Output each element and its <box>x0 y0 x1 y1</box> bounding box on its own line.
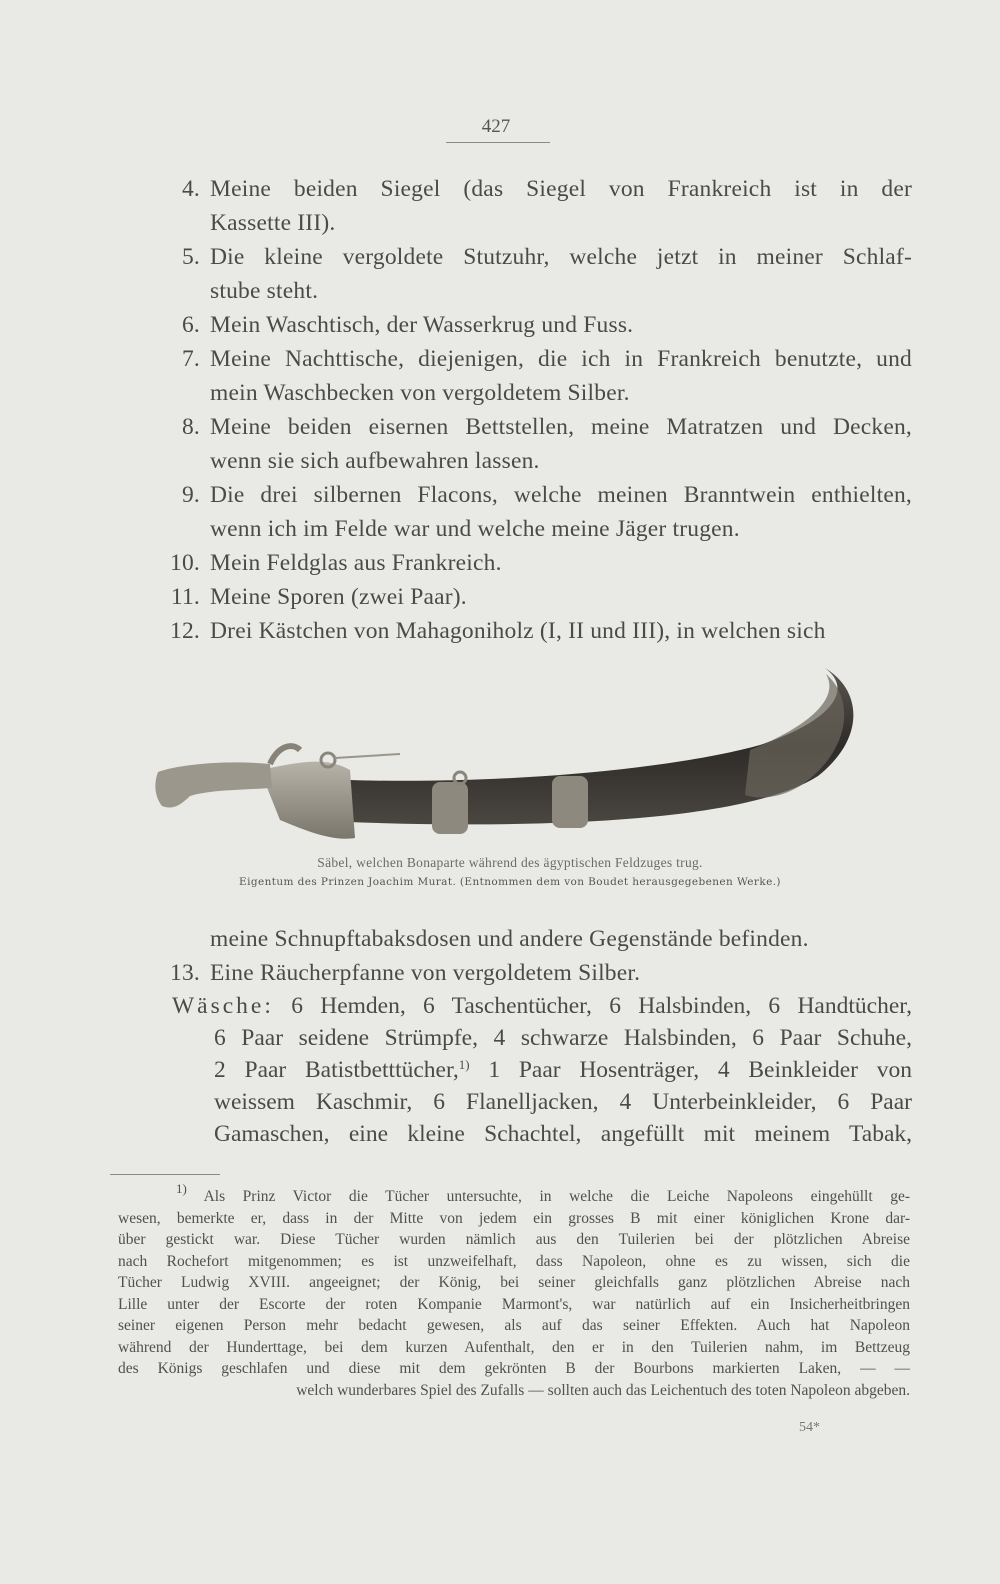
sabre-illustration <box>150 660 870 850</box>
linen-text: weissem Kaschmir, 6 Flanelljacken, 4 Unterbeinkleider, 6 Paar <box>214 1089 912 1115</box>
item-text: Mein Waschtisch, der Wasserkrug und Fuss. <box>210 312 634 338</box>
footnote-marker: 1) <box>176 1181 187 1196</box>
linen-text: 6 Paar seidene Strümpfe, 4 schwarze Halsbinden, 6 Paar Schuhe, <box>214 1025 912 1051</box>
footnote-rule <box>110 1174 220 1175</box>
page-number: 427 <box>481 116 511 137</box>
sabre-image <box>150 660 870 850</box>
footnote-text: des Königs geschlafen und diese mit dem gekrönten B der Bourbons markierten Laken, — — <box>118 1360 910 1377</box>
item-number: 5. <box>181 244 200 270</box>
item-text: wenn sie sich aufbewahren lassen. <box>210 448 540 474</box>
figure-caption: Säbel, welchen Bonaparte während des ägyptischen Feldzuges trug. <box>317 855 703 870</box>
item-number: 10. <box>170 550 200 576</box>
item-text: Drei Kästchen von Mahagoniholz (I, II und III), in welchen sich <box>210 618 826 644</box>
item-number: 8. <box>181 414 200 440</box>
linen-text: 2 Paar Batistbetttücher, <box>214 1057 459 1083</box>
item-text: Meine Nachttische, diejenigen, die ich in Frankreich benutzte, und <box>210 346 912 372</box>
list-item <box>160 478 912 546</box>
inventory-list <box>160 172 912 648</box>
footnote-text: wesen, bemerkte er, dass in der Mitte von jedem ein grosses B mit einer königlichen Krone dar- <box>118 1209 910 1227</box>
item-number: 6. <box>181 312 200 338</box>
footnote-text: während der Hunderttage, bei dem kurzen Aufenthalt, den er in den Tuilerien nahm, im Bettzeug <box>118 1338 910 1356</box>
inventory-list-continued <box>160 922 912 990</box>
item-text: Kassette III). <box>210 210 336 236</box>
linen-paragraph <box>172 990 912 1150</box>
figure-credit: Eigentum des Prinzen Joachim Murat. (Entnommen dem von Boudet herausgegebenen Werke.) <box>239 876 781 888</box>
item-number: 13. <box>170 960 200 986</box>
list-item <box>160 580 912 614</box>
item-number: 7. <box>181 346 200 372</box>
item-text: meine Schnupftabaksdosen und andere Gegenstände befinden. <box>210 926 809 952</box>
list-item <box>160 956 912 990</box>
item-text: Mein Feldglas aus Frankreich. <box>210 550 502 576</box>
signature-mark: 54* <box>799 1420 820 1435</box>
item-number: 9. <box>181 482 200 508</box>
item-text: Meine Sporen (zwei Paar). <box>210 584 467 610</box>
header-rule <box>446 142 550 143</box>
linen-text: Gamaschen, eine kleine Schachtel, angefüllt mit meinem Tabak, <box>214 1121 912 1147</box>
linen-heading: Wäsche: <box>172 993 274 1019</box>
list-item <box>160 614 912 648</box>
item-text: Meine beiden eisernen Bettstellen, meine Matratzen und Decken, <box>210 414 912 440</box>
item-text: Meine beiden Siegel (das Siegel von Frankreich ist in der <box>210 176 912 202</box>
list-item <box>160 308 912 342</box>
item-text: Die kleine vergoldete Stutzuhr, welche jetzt in meiner Schlaf- <box>210 244 912 270</box>
list-item <box>160 922 912 956</box>
footnote-text: seiner eigenen Person mehr bedacht gewesen, als auf das seiner Effekten. Auch hat Napoleon <box>118 1317 910 1334</box>
footnote-text: Als Prinz Victor die Tücher untersuchte, in welche die Leiche Napoleons eingehüllt ge- <box>203 1188 910 1205</box>
list-item <box>160 240 912 308</box>
footnote-text: über gestickt war. Diese Tücher wurden nämlich aus den Tuilerien bei der plötzlichen Abreise <box>118 1231 910 1248</box>
footnote <box>118 1181 910 1401</box>
item-text: mein Waschbecken von vergoldetem Silber. <box>210 380 630 406</box>
linen-text: 1 Paar Hosenträger, 4 Beinkleider von <box>488 1057 912 1083</box>
list-item <box>160 410 912 478</box>
item-number: 11. <box>170 584 200 610</box>
footnote-text: welch wunderbares Spiel des Zufalls — sollten auch das Leichentuch des toten Napoleon abgeben. <box>296 1381 910 1399</box>
linen-text: 6 Hemden, 6 Taschentücher, 6 Halsbinden, 6 Handtücher, <box>291 993 913 1019</box>
footnote-reference[interactable]: 1) <box>458 1057 470 1072</box>
list-item <box>160 342 912 410</box>
item-number: 4. <box>181 176 200 202</box>
item-text: wenn ich im Felde war und welche meine Jäger trugen. <box>210 516 740 542</box>
item-number: 12. <box>170 618 200 644</box>
list-item <box>160 172 912 240</box>
footnote-text: nach Rochefort mitgenommen; es ist unzweifelhaft, dass Napoleon, ohne es zu wissen, sich die <box>118 1252 910 1270</box>
item-text: Die drei silbernen Flacons, welche meinen Branntwein enthielten, <box>210 482 912 508</box>
footnote-text: Lille unter der Escorte der roten Kompanie Marmont's, war natürlich auf ein Insicherheitbringen <box>118 1295 910 1313</box>
item-text: stube steht. <box>210 278 319 304</box>
footnote-text: Tücher Ludwig XVIII. angeeignet; der König, bei seiner gleichfalls ganz plötzlichen Abreise nach <box>118 1274 910 1291</box>
item-text: Eine Räucherpfanne von vergoldetem Silber. <box>210 960 641 986</box>
list-item <box>160 546 912 580</box>
